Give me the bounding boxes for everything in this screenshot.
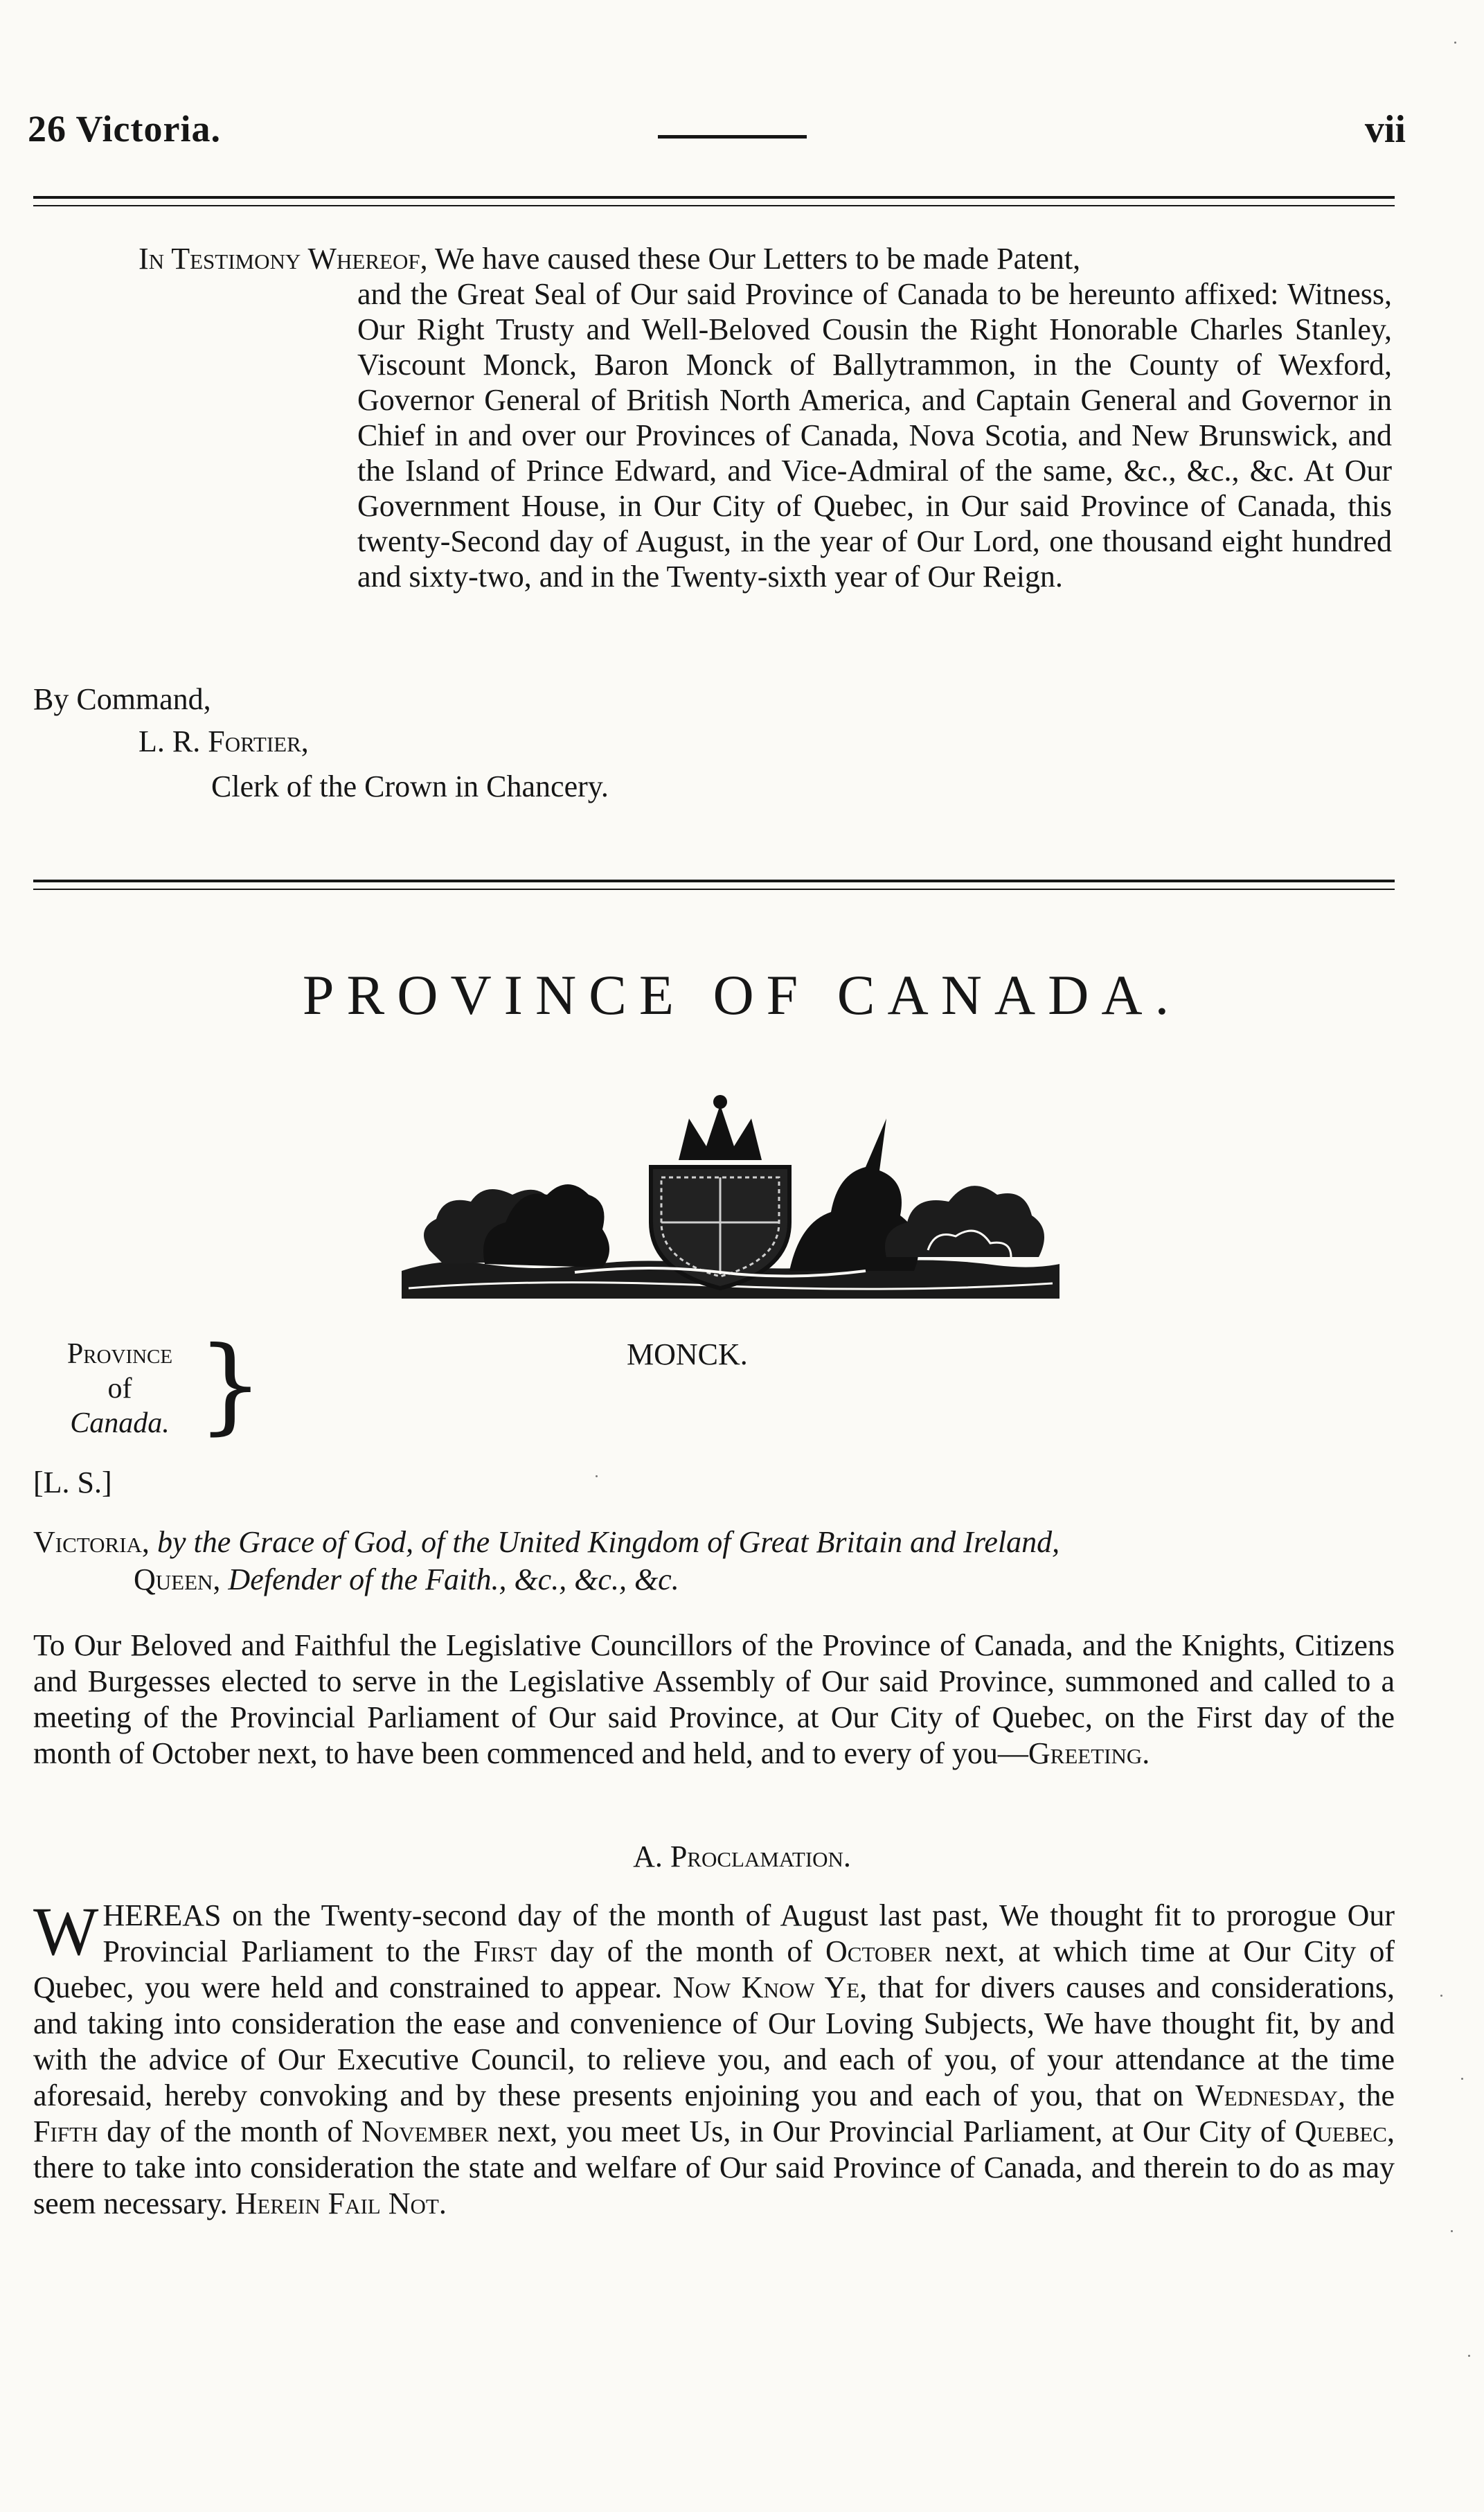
body-text-7: next, you meet Us, in Our Provincial Parliament, at Our City of [488, 2114, 1295, 2148]
proclamation-body [33, 1893, 1395, 2222]
seal-mark: [L. S.] [33, 1466, 112, 1499]
address-paragraph [33, 1628, 1395, 1772]
paper-speck [596, 1475, 598, 1477]
margin-line-2: of [107, 1373, 132, 1405]
margin-province-note [33, 1337, 206, 1441]
proclamation-heading: A. Proclamation. [633, 1840, 851, 1873]
testimony-first-line-text: We have caused these Our Letters to be made Patent, [434, 242, 1081, 276]
section-rule-thin [33, 889, 1395, 890]
greeting-word: Greeting. [1028, 1736, 1150, 1770]
signer-name: L. R. Fortier, [138, 724, 309, 758]
body-text-4: that for divers causes and considerations, and taking into consideration the ease and convenience of Our Loving Subjects, We have thought fit, by and with the advice of Our Executive Council, to relieve you, and each of you, of your attendance at the time aforesaid, hereby convoking and by these presents enjoining you and each of you, that on [33, 1970, 1395, 2112]
whereas-opening: HEREAS [102, 1898, 222, 1932]
body-text-2: day of the month of [537, 1934, 826, 1968]
body-text-3: next, at which time at Our City of Quebec, you were held and constrained to appear. [33, 1934, 1395, 2004]
body-text-1: on the Twenty-second day of the month of August last past, We thought fit to prorogue Our Provincial Parliament to the [102, 1898, 1395, 1968]
paper-speck [1461, 2078, 1463, 2080]
signer-title: Clerk of the Crown in Chancery. [211, 769, 609, 803]
header-year-reign: 26 Victoria. [28, 108, 221, 150]
defender-text: Defender of the Faith., &c., &c., &c. [228, 1562, 679, 1596]
royal-arms-woodcut [402, 1091, 1060, 1299]
paper-speck [1440, 1995, 1442, 1997]
body-text-5: the [1346, 2078, 1395, 2112]
running-header [28, 107, 1406, 170]
royal-style [33, 1524, 1395, 1598]
victoria-name: Victoria, [33, 1525, 150, 1559]
paper-speck [1454, 42, 1456, 44]
queen-word: Queen, [134, 1562, 221, 1596]
margin-line-1: Province [66, 1338, 173, 1370]
wednesday-word: Wednesday, [1195, 2078, 1346, 2112]
header-rule-thick [33, 196, 1395, 199]
drop-cap: W [33, 1893, 99, 1970]
governor-signature: MONCK. [627, 1337, 748, 1371]
royal-style-line-1 [33, 1524, 1395, 1561]
quebec-word: Quebec, [1294, 2114, 1395, 2148]
body-text-6: day of the month of [98, 2114, 362, 2148]
section-rule-thick [33, 880, 1395, 882]
paper-speck [1468, 2355, 1470, 2357]
address-text: To Our Beloved and Faithful the Legislative Councillors of the Province of Canada, and the Knights, Citizens and Burgesses elected to serve in the Legislative Assembly of Our said Province, summoned and called to a meeting of the Provincial Parliament of Our said Province, at Our City of Quebec, on the First day of the month of October next, to have been commenced and held, and to every of you— [33, 1628, 1395, 1770]
testimony-lead: In Testimony Whereof, [138, 242, 428, 276]
october-word: October [825, 1934, 932, 1968]
margin-line-3: Canada. [70, 1407, 170, 1439]
november-word: November [361, 2114, 489, 2148]
province-title: PROVINCE OF CANADA. [302, 963, 1182, 1026]
testimony-first-line [138, 241, 1392, 276]
header-dash [658, 135, 807, 139]
herein-fail-not: Herein Fail Not. [235, 2186, 447, 2220]
fifth-word: Fifth [33, 2114, 98, 2148]
testimony-body: and the Great Seal of Our said Province of Canada to be hereunto affixed: Witness, Our Right Trusty and Well-Beloved Cousin the Right Honorable Charles Stanley, Viscount Monck, Baron Monck of Ballytrammon, in the County of Wexford, Governor General of British North America, and Captain General and Governor in Chief in and over our Provinces of Canada, Nova Scotia, and New Brunswick, and the Island of Prince Edward, and Vice-Admiral of the same, &c., &c., &c. At Our Government House, in Our City of Quebec, in Our said Province of Canada, this twenty-Second day of August, in the year of Our Lord, one thousand eight hundred and sixty-two, and in the Twenty-sixth year of Our Reign. [357, 277, 1392, 594]
header-rule-thin [33, 205, 1395, 206]
body-text-8: there to take into consideration the state and welfare of Our said Province of Canada, and therein to do as may seem necessary. [33, 2150, 1395, 2220]
first-word: First [473, 1934, 537, 1968]
paper-speck [1451, 2230, 1453, 2232]
know-ye-phrase: Now Know Ye, [672, 1970, 868, 2004]
page-number: vii [1364, 108, 1406, 151]
royal-style-line-2 [33, 1561, 1395, 1598]
margin-brace: } [197, 1325, 264, 1445]
victoria-title-text: by the Grace of God, of the United Kingdom of Great Britain and Ireland, [157, 1525, 1060, 1559]
by-command: By Command, [33, 682, 211, 716]
